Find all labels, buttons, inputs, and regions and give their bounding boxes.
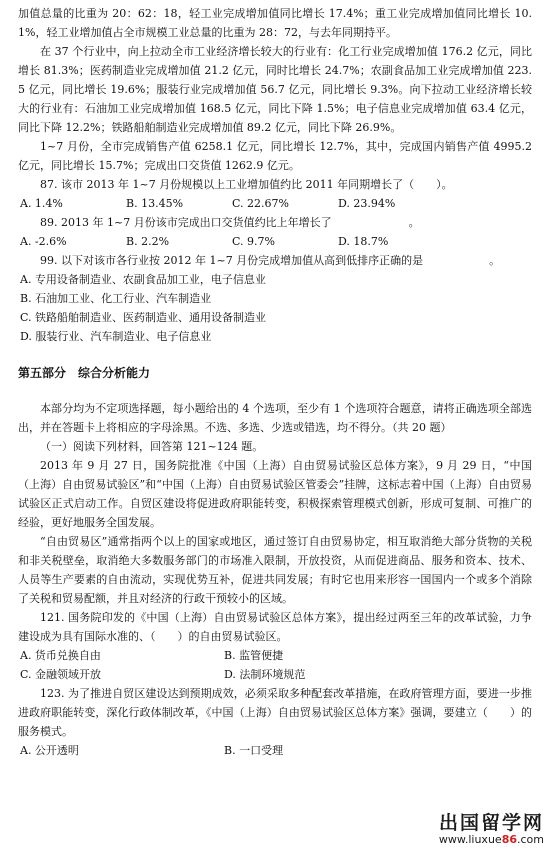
option-b: B. 13.45% [126, 197, 184, 210]
watermark-name: 出国留学网 [438, 812, 544, 834]
option-b: B. 监管便捷 [224, 649, 284, 662]
option-c: C. 22.67% [232, 197, 289, 210]
option-a: A. 1.4% [20, 197, 63, 210]
question-121-options-row2 [18, 665, 532, 684]
section-title: 综合分析能力 [78, 366, 151, 380]
option-d: D. 法制环境规范 [224, 668, 306, 681]
paragraph-sales-output: 1~7 月份，全市完成销售产值 6258.1 亿元，同比增长 12.7%，其中，完成国内销售产值 4995.2 亿元，同比增长 15.7%；完成出口交货值 1262.9 亿元。 [18, 140, 532, 172]
question-87-options [18, 194, 532, 213]
section-instructions: 本部分均为不定项选择题，每小题给出的 4 个选项，至少有 1 个选项符合题意，请将正确选项全部选出，并在答题卡上将相应的字母涂黑。不选、多选、少选或错选，均不得分。（共 20 题） [18, 402, 532, 434]
question-99-stem: 99. 以下对该市各行业按 2012 年 1~7 月份完成增加值从高到低排序正确的是 。 [40, 254, 501, 267]
site-watermark [439, 808, 544, 846]
option-b: B. 2.2% [126, 235, 170, 248]
question-87-stem: 87. 该市 2013 年 1~7 月份规模以上工业增加值约比 2011 年同期增长了（ ）。 [40, 178, 453, 191]
option-c: C. 9.7% [232, 235, 275, 248]
option-c: C. 铁路船舶制造业、医药制造业、通用设备制造业 [20, 311, 267, 324]
question-123-stem: 123. 为了推进自贸区建设达到预期成效，必须采取多种配套改革措施，在政府管理方面，要进一步推进政府职能转变，深化行政体制改革，《中国（上海）自由贸易试验区总体方案》强调，要建立（ ）的服务模式。 [18, 687, 532, 738]
question-121-stem: 121. 国务院印发的《中国（上海）自由贸易试验区总体方案》，提出经过两至三年的改革试验，力争建设成为具有国际水准的、（ ）的自由贸易试验区。 [18, 611, 532, 643]
option-d: D. 18.7% [338, 235, 389, 248]
question-123-options-row1 [18, 741, 532, 760]
material-paragraph: 2013 年 9 月 27 日，国务院批准《中国（上海）自由贸易试验区总体方案》，9 月 29 日，“中国（上海）自由贸易试验区”和“中国（上海）自由贸易试验区管委会”挂牌，这标志着中国（上海）自由贸易试验区正式启动工作。自贸区建设将促进政府职能转变，积极探索管理模式创新，形成可复制、可推广的经验，更好地服务全国发展。 [18, 459, 532, 529]
section-heading [18, 364, 532, 383]
option-a: A. 公开透明 [20, 744, 79, 757]
option-a: A. 货币兑换自由 [20, 649, 101, 662]
question-121-options-row1 [18, 646, 532, 665]
document-page [18, 4, 532, 760]
material-paragraph: “自由贸易区”通常指两个以上的国家或地区，通过签订自由贸易协定，相互取消绝大部分货物的关税和非关税壁垒，取消绝大多数服务部门的市场准入限制，开放投资，从而促进商品、服务和资本、技术、人员等生产要素的自由流动，实现优势互补，促进共同发展；有时它也用来形容一国国内一个或多个消除了关税和贸易配额，并且对经济的行政干预较小的区域。 [18, 535, 532, 605]
paragraph-industry-growth: 在 37 个行业中，向上拉动全市工业经济增长较大的行业有：化工行业完成增加值 176.2 亿元，同比增长 81.3%；医药制造业完成增加值 21.2 亿元，同时比增长 24.7%；农副食品加工业完成增加值 223.5 亿元，同比增长 19.6%；服装行业完成增加值 56.7 亿元，同比增长 9.3%。向下拉动工业经济增长较大的行业有：石油加工业完成增加值 168.5 亿元，同比下降 1.5%；电子信息业完成增加值 63.4 亿元，同比下降 12.2%；铁路船舶制造业完成增加值 89.2 亿元，同比下降 26.9%。 [18, 45, 532, 134]
question-89-options [18, 232, 532, 251]
option-c: C. 金融领域开放 [20, 668, 102, 681]
section-part: 第五部分 [18, 366, 67, 380]
option-a: A. -2.6% [20, 235, 67, 248]
option-b: B. 一口受理 [224, 744, 284, 757]
option-b: B. 石油加工业、化工行业、汽车制造业 [20, 292, 212, 305]
material-intro: （一）阅读下列材料，回答第 121~124 题。 [40, 440, 264, 453]
paragraph-industry-ratio: 加值总量的比重为 20：62：18，轻工业完成增加值同比增长 17.4%；重工业完成增加值同比增长 10.1%，轻工业增加值占全市规模工业总量的比重为 28：72，与去年同期持平。 [18, 7, 532, 39]
option-a: A. 专用设备制造业、农副食品加工业，电子信息业 [20, 273, 266, 286]
option-d: D. 23.94% [338, 197, 396, 210]
question-89-stem: 89. 2013 年 1~7 月份该市完成出口交货值约比上年增长了 。 [40, 216, 420, 229]
watermark-url: www.liuxue86.com [438, 833, 544, 846]
option-d: D. 服装行业、汽车制造业、电子信息业 [20, 330, 212, 343]
